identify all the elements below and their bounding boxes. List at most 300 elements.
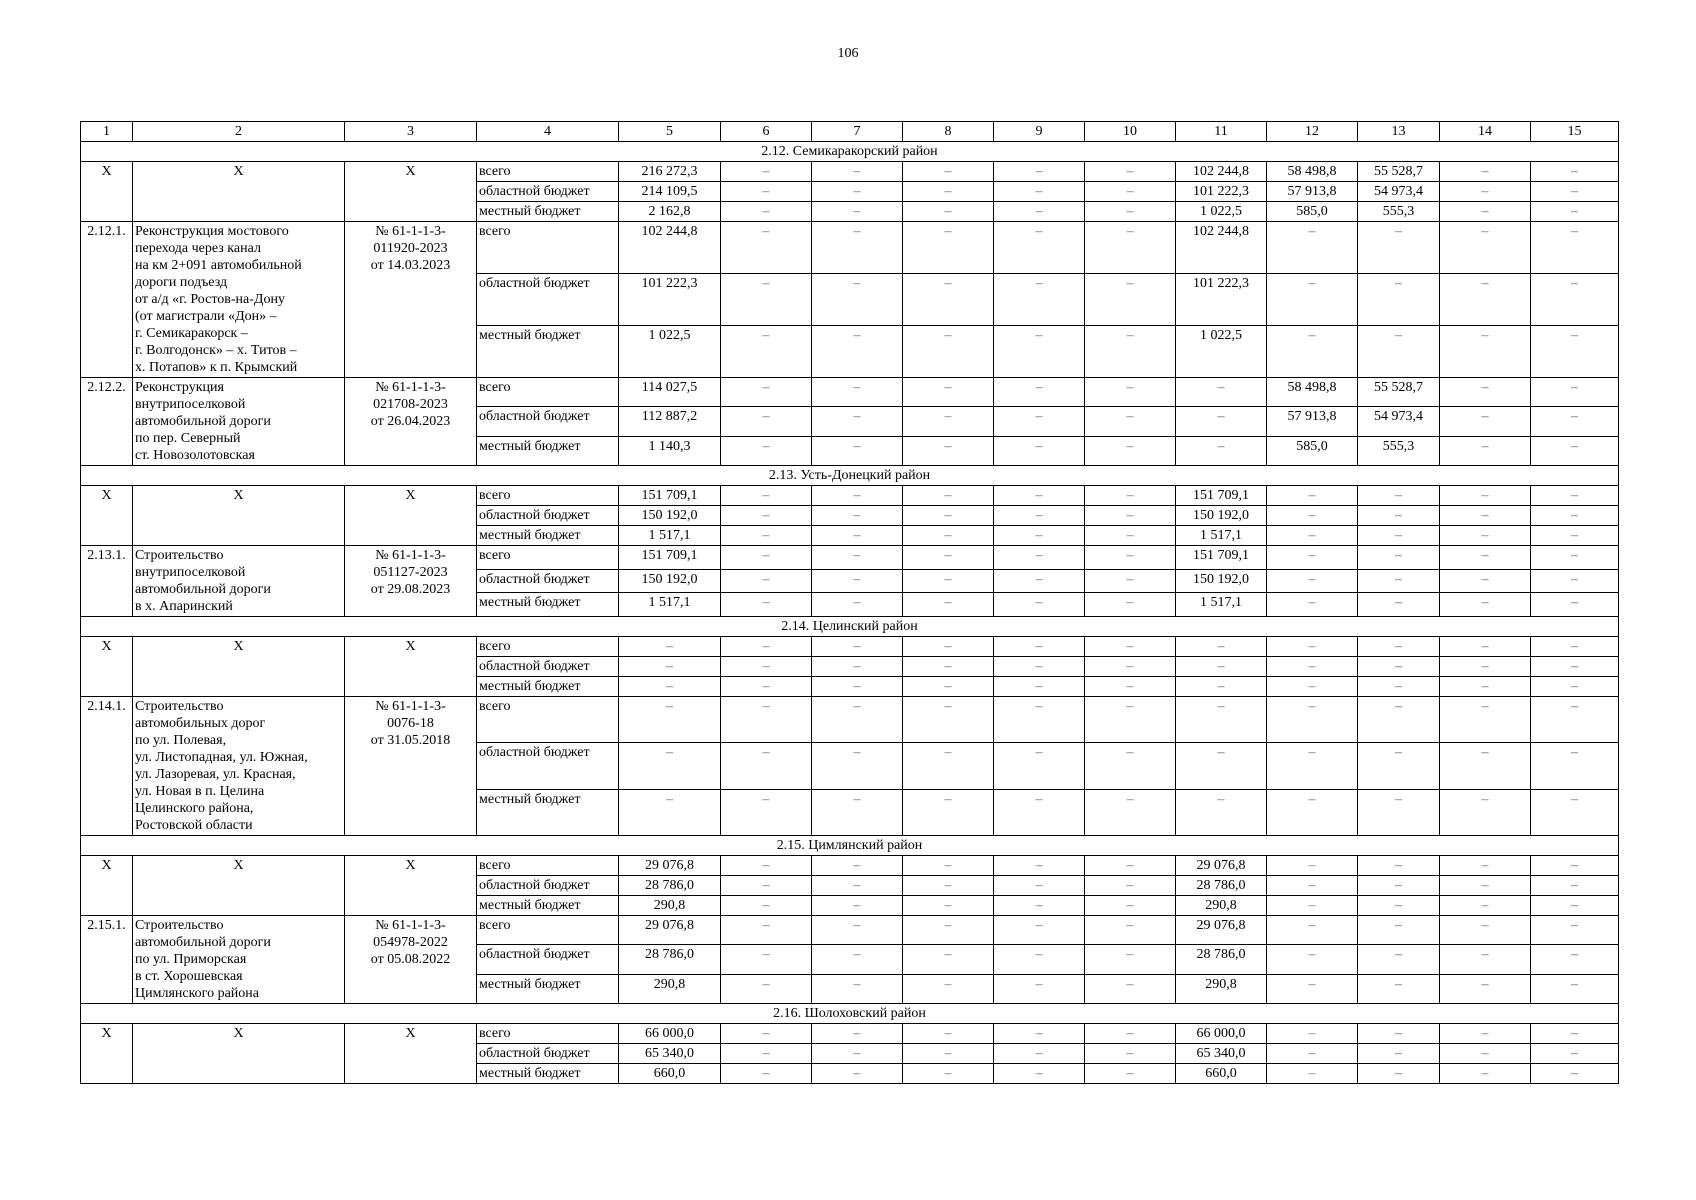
funding-source-label: областной бюджет bbox=[477, 1044, 619, 1064]
amount-cell: – bbox=[1440, 526, 1531, 546]
item-name: Х bbox=[133, 486, 345, 546]
item-number: 2.13.1. bbox=[81, 546, 133, 617]
amount-cell: 102 244,8 bbox=[619, 222, 721, 274]
amount-cell: 216 272,3 bbox=[619, 162, 721, 182]
table-row bbox=[81, 222, 1619, 274]
funding-source-label: областной бюджет bbox=[477, 569, 619, 593]
amount-cell: – bbox=[994, 378, 1085, 407]
amount-cell: – bbox=[903, 326, 994, 378]
amount-cell: – bbox=[721, 222, 812, 274]
amount-cell: – bbox=[903, 436, 994, 465]
amount-cell: – bbox=[1267, 637, 1358, 657]
amount-cell: – bbox=[1267, 222, 1358, 274]
amount-cell: – bbox=[812, 202, 903, 222]
document-reference: Х bbox=[345, 162, 477, 222]
amount-cell: – bbox=[1358, 637, 1440, 657]
amount-cell: 555,3 bbox=[1358, 436, 1440, 465]
amount-cell: – bbox=[721, 657, 812, 677]
amount-cell: – bbox=[903, 407, 994, 436]
amount-cell: – bbox=[1085, 378, 1176, 407]
amount-cell: – bbox=[1440, 789, 1531, 835]
amount-cell: – bbox=[1531, 1024, 1619, 1044]
amount-cell: – bbox=[721, 202, 812, 222]
amount-cell: 58 498,8 bbox=[1267, 162, 1358, 182]
amount-cell: – bbox=[812, 896, 903, 916]
section-header-row bbox=[81, 1004, 1619, 1024]
funding-source-label: всего bbox=[477, 637, 619, 657]
amount-cell: – bbox=[721, 569, 812, 593]
amount-cell: – bbox=[1267, 326, 1358, 378]
amount-cell: – bbox=[1531, 974, 1619, 1003]
amount-cell: – bbox=[721, 274, 812, 326]
table-row bbox=[81, 1024, 1619, 1044]
amount-cell: – bbox=[994, 407, 1085, 436]
amount-cell: 151 709,1 bbox=[1176, 486, 1267, 506]
amount-cell: – bbox=[1531, 546, 1619, 570]
amount-cell: – bbox=[1440, 1024, 1531, 1044]
table-row bbox=[81, 378, 1619, 407]
amount-cell: – bbox=[1267, 506, 1358, 526]
column-number-row bbox=[81, 122, 1619, 142]
amount-cell: – bbox=[1440, 657, 1531, 677]
amount-cell: – bbox=[1358, 526, 1440, 546]
amount-cell: 101 222,3 bbox=[619, 274, 721, 326]
amount-cell: – bbox=[1531, 506, 1619, 526]
amount-cell: – bbox=[1531, 378, 1619, 407]
funding-source-label: местный бюджет bbox=[477, 202, 619, 222]
amount-cell: – bbox=[812, 378, 903, 407]
amount-cell: – bbox=[903, 876, 994, 896]
amount-cell: – bbox=[1085, 526, 1176, 546]
funding-source-label: всего bbox=[477, 486, 619, 506]
amount-cell: – bbox=[1531, 274, 1619, 326]
amount-cell: – bbox=[812, 593, 903, 617]
amount-cell: – bbox=[1267, 856, 1358, 876]
amount-cell: – bbox=[721, 876, 812, 896]
amount-cell: 151 709,1 bbox=[619, 546, 721, 570]
amount-cell: – bbox=[812, 856, 903, 876]
amount-cell: – bbox=[812, 945, 903, 974]
section-title: 2.13. Усть-Донецкий район bbox=[81, 466, 1619, 486]
amount-cell: – bbox=[994, 896, 1085, 916]
amount-cell: – bbox=[1085, 677, 1176, 697]
document-reference: № 61-1-1-3- 011920-2023 от 14.03.2023 bbox=[345, 222, 477, 378]
amount-cell: – bbox=[1531, 1064, 1619, 1084]
amount-cell: 101 222,3 bbox=[1176, 274, 1267, 326]
amount-cell: – bbox=[1440, 407, 1531, 436]
amount-cell: 1 517,1 bbox=[1176, 593, 1267, 617]
amount-cell: – bbox=[903, 974, 994, 1003]
column-number: 6 bbox=[721, 122, 812, 142]
amount-cell: – bbox=[812, 326, 903, 378]
amount-cell: – bbox=[903, 789, 994, 835]
amount-cell: 102 244,8 bbox=[1176, 222, 1267, 274]
amount-cell: – bbox=[1176, 378, 1267, 407]
amount-cell: – bbox=[1085, 876, 1176, 896]
item-name: Х bbox=[133, 637, 345, 697]
amount-cell: – bbox=[1440, 974, 1531, 1003]
funding-source-label: всего bbox=[477, 1024, 619, 1044]
item-name: Реконструкция мостового перехода через канал на км 2+091 автомобильной дороги подъезд от а/д «г. Ростов-на-Дону (от магистрали «Дон» – г. Семикаракорск – г. Волгодонск» – х. Титов – х. Потапов» к п. Крымский bbox=[133, 222, 345, 378]
amount-cell: – bbox=[619, 789, 721, 835]
amount-cell: – bbox=[1531, 876, 1619, 896]
amount-cell: – bbox=[1358, 974, 1440, 1003]
amount-cell: – bbox=[1085, 974, 1176, 1003]
amount-cell: – bbox=[812, 1024, 903, 1044]
amount-cell: – bbox=[994, 326, 1085, 378]
amount-cell: – bbox=[721, 789, 812, 835]
amount-cell: – bbox=[903, 896, 994, 916]
amount-cell: – bbox=[1358, 546, 1440, 570]
table-body bbox=[81, 122, 1619, 1084]
amount-cell: – bbox=[1358, 697, 1440, 743]
amount-cell: – bbox=[1440, 1064, 1531, 1084]
funding-source-label: местный бюджет bbox=[477, 677, 619, 697]
funding-source-label: областной бюджет bbox=[477, 182, 619, 202]
amount-cell: – bbox=[1267, 1024, 1358, 1044]
amount-cell: – bbox=[721, 677, 812, 697]
amount-cell: – bbox=[721, 697, 812, 743]
amount-cell: 57 913,8 bbox=[1267, 182, 1358, 202]
amount-cell: – bbox=[994, 162, 1085, 182]
amount-cell: – bbox=[1440, 182, 1531, 202]
amount-cell: – bbox=[1440, 1044, 1531, 1064]
amount-cell: – bbox=[812, 546, 903, 570]
document-reference: Х bbox=[345, 1024, 477, 1084]
amount-cell: – bbox=[1440, 486, 1531, 506]
amount-cell: 1 022,5 bbox=[1176, 202, 1267, 222]
amount-cell: – bbox=[1267, 945, 1358, 974]
item-number: Х bbox=[81, 162, 133, 222]
amount-cell: 150 192,0 bbox=[1176, 569, 1267, 593]
amount-cell: – bbox=[1085, 945, 1176, 974]
amount-cell: – bbox=[994, 743, 1085, 789]
amount-cell: – bbox=[903, 569, 994, 593]
amount-cell: 28 786,0 bbox=[1176, 876, 1267, 896]
amount-cell: 151 709,1 bbox=[1176, 546, 1267, 570]
amount-cell: 150 192,0 bbox=[619, 506, 721, 526]
amount-cell: – bbox=[1531, 182, 1619, 202]
document-reference: № 61-1-1-3- 051127-2023 от 29.08.2023 bbox=[345, 546, 477, 617]
amount-cell: – bbox=[812, 697, 903, 743]
amount-cell: – bbox=[812, 162, 903, 182]
amount-cell: – bbox=[903, 506, 994, 526]
table-row bbox=[81, 546, 1619, 570]
amount-cell: – bbox=[1531, 436, 1619, 465]
amount-cell: – bbox=[1267, 697, 1358, 743]
amount-cell: – bbox=[1358, 506, 1440, 526]
funding-source-label: всего bbox=[477, 222, 619, 274]
amount-cell: – bbox=[619, 637, 721, 657]
amount-cell: – bbox=[812, 1044, 903, 1064]
item-number: Х bbox=[81, 486, 133, 546]
item-number: 2.12.1. bbox=[81, 222, 133, 378]
column-number: 13 bbox=[1358, 122, 1440, 142]
amount-cell: 1 517,1 bbox=[1176, 526, 1267, 546]
amount-cell: – bbox=[994, 436, 1085, 465]
amount-cell: – bbox=[812, 637, 903, 657]
document-reference: Х bbox=[345, 637, 477, 697]
amount-cell: – bbox=[903, 657, 994, 677]
amount-cell: – bbox=[1531, 657, 1619, 677]
amount-cell: 29 076,8 bbox=[1176, 856, 1267, 876]
amount-cell: – bbox=[994, 876, 1085, 896]
amount-cell: – bbox=[1085, 896, 1176, 916]
amount-cell: – bbox=[1267, 916, 1358, 945]
amount-cell: – bbox=[1267, 486, 1358, 506]
amount-cell: – bbox=[1085, 546, 1176, 570]
amount-cell: – bbox=[994, 1024, 1085, 1044]
amount-cell: – bbox=[721, 162, 812, 182]
amount-cell: – bbox=[903, 677, 994, 697]
amount-cell: – bbox=[1531, 677, 1619, 697]
amount-cell: – bbox=[1176, 637, 1267, 657]
amount-cell: – bbox=[903, 1064, 994, 1084]
amount-cell: – bbox=[903, 546, 994, 570]
amount-cell: – bbox=[994, 202, 1085, 222]
amount-cell: 101 222,3 bbox=[1176, 182, 1267, 202]
amount-cell: – bbox=[812, 486, 903, 506]
item-number: Х bbox=[81, 1024, 133, 1084]
amount-cell: – bbox=[903, 916, 994, 945]
amount-cell: – bbox=[1267, 1064, 1358, 1084]
column-number: 15 bbox=[1531, 122, 1619, 142]
amount-cell: – bbox=[1440, 274, 1531, 326]
amount-cell: – bbox=[1267, 1044, 1358, 1064]
amount-cell: – bbox=[903, 593, 994, 617]
column-number: 1 bbox=[81, 122, 133, 142]
amount-cell: 1 140,3 bbox=[619, 436, 721, 465]
amount-cell: – bbox=[721, 916, 812, 945]
amount-cell: – bbox=[1440, 436, 1531, 465]
item-number: 2.12.2. bbox=[81, 378, 133, 466]
amount-cell: – bbox=[1085, 436, 1176, 465]
amount-cell: – bbox=[1531, 202, 1619, 222]
column-number: 4 bbox=[477, 122, 619, 142]
amount-cell: – bbox=[1440, 743, 1531, 789]
amount-cell: – bbox=[1440, 378, 1531, 407]
amount-cell: – bbox=[1531, 593, 1619, 617]
amount-cell: – bbox=[1176, 657, 1267, 677]
amount-cell: – bbox=[812, 274, 903, 326]
amount-cell: – bbox=[1531, 162, 1619, 182]
amount-cell: – bbox=[721, 526, 812, 546]
amount-cell: – bbox=[1440, 677, 1531, 697]
amount-cell: 660,0 bbox=[1176, 1064, 1267, 1084]
funding-source-label: областной бюджет bbox=[477, 407, 619, 436]
amount-cell: – bbox=[903, 945, 994, 974]
amount-cell: – bbox=[903, 856, 994, 876]
amount-cell: – bbox=[1440, 222, 1531, 274]
amount-cell: 555,3 bbox=[1358, 202, 1440, 222]
amount-cell: – bbox=[1267, 896, 1358, 916]
item-number: 2.14.1. bbox=[81, 697, 133, 836]
amount-cell: 29 076,8 bbox=[619, 856, 721, 876]
amount-cell: – bbox=[1085, 506, 1176, 526]
funding-source-label: всего bbox=[477, 856, 619, 876]
amount-cell: – bbox=[1531, 486, 1619, 506]
funding-source-label: всего bbox=[477, 378, 619, 407]
column-number: 3 bbox=[345, 122, 477, 142]
document-reference: № 61-1-1-3- 054978-2022 от 05.08.2022 bbox=[345, 916, 477, 1004]
amount-cell: – bbox=[1531, 896, 1619, 916]
amount-cell: – bbox=[1085, 486, 1176, 506]
amount-cell: – bbox=[994, 789, 1085, 835]
amount-cell: – bbox=[619, 743, 721, 789]
amount-cell: – bbox=[1267, 743, 1358, 789]
amount-cell: – bbox=[1085, 743, 1176, 789]
amount-cell: – bbox=[1358, 856, 1440, 876]
amount-cell: – bbox=[994, 856, 1085, 876]
amount-cell: – bbox=[1440, 896, 1531, 916]
amount-cell: – bbox=[1085, 1024, 1176, 1044]
funding-source-label: местный бюджет bbox=[477, 789, 619, 835]
amount-cell: – bbox=[1085, 326, 1176, 378]
amount-cell: – bbox=[812, 222, 903, 274]
item-name: Х bbox=[133, 1024, 345, 1084]
amount-cell: – bbox=[994, 697, 1085, 743]
amount-cell: – bbox=[1176, 407, 1267, 436]
amount-cell: – bbox=[994, 945, 1085, 974]
amount-cell: – bbox=[1358, 1064, 1440, 1084]
amount-cell: – bbox=[812, 876, 903, 896]
amount-cell: 112 887,2 bbox=[619, 407, 721, 436]
amount-cell: – bbox=[903, 743, 994, 789]
amount-cell: – bbox=[1358, 896, 1440, 916]
amount-cell: – bbox=[619, 697, 721, 743]
amount-cell: – bbox=[1358, 789, 1440, 835]
document-reference: № 61-1-1-3- 0076-18 от 31.05.2018 bbox=[345, 697, 477, 836]
funding-source-label: местный бюджет bbox=[477, 593, 619, 617]
amount-cell: – bbox=[721, 743, 812, 789]
item-number: Х bbox=[81, 856, 133, 916]
funding-source-label: местный бюджет bbox=[477, 526, 619, 546]
amount-cell: – bbox=[1085, 657, 1176, 677]
amount-cell: – bbox=[1531, 1044, 1619, 1064]
amount-cell: – bbox=[1267, 593, 1358, 617]
column-number: 10 bbox=[1085, 122, 1176, 142]
amount-cell: – bbox=[994, 677, 1085, 697]
table-row bbox=[81, 697, 1619, 743]
amount-cell: – bbox=[1531, 916, 1619, 945]
amount-cell: – bbox=[721, 378, 812, 407]
amount-cell: – bbox=[812, 569, 903, 593]
amount-cell: – bbox=[1358, 743, 1440, 789]
funding-source-label: всего bbox=[477, 162, 619, 182]
amount-cell: – bbox=[994, 637, 1085, 657]
section-title: 2.15. Цимлянский район bbox=[81, 836, 1619, 856]
amount-cell: 150 192,0 bbox=[1176, 506, 1267, 526]
funding-source-label: всего bbox=[477, 697, 619, 743]
amount-cell: – bbox=[903, 486, 994, 506]
amount-cell: 58 498,8 bbox=[1267, 378, 1358, 407]
section-header-row bbox=[81, 617, 1619, 637]
amount-cell: – bbox=[1531, 637, 1619, 657]
item-name: Х bbox=[133, 856, 345, 916]
amount-cell: – bbox=[1531, 407, 1619, 436]
document-reference: Х bbox=[345, 486, 477, 546]
amount-cell: – bbox=[721, 182, 812, 202]
amount-cell: – bbox=[903, 274, 994, 326]
amount-cell: – bbox=[1358, 677, 1440, 697]
funding-source-label: местный бюджет bbox=[477, 974, 619, 1003]
amount-cell: – bbox=[721, 436, 812, 465]
amount-cell: – bbox=[1267, 274, 1358, 326]
item-name: Х bbox=[133, 162, 345, 222]
column-number: 9 bbox=[994, 122, 1085, 142]
item-name: Строительство автомобильных дорог по ул. Полевая, ул. Листопадная, ул. Южная, ул. Лазоревая, ул. Красная, ул. Новая в п. Целина Целинского района, Ростовской области bbox=[133, 697, 345, 836]
amount-cell: – bbox=[903, 378, 994, 407]
amount-cell: – bbox=[812, 407, 903, 436]
amount-cell: – bbox=[903, 1044, 994, 1064]
amount-cell: 660,0 bbox=[619, 1064, 721, 1084]
funding-source-label: местный бюджет bbox=[477, 1064, 619, 1084]
amount-cell: – bbox=[1085, 789, 1176, 835]
amount-cell: – bbox=[721, 637, 812, 657]
amount-cell: – bbox=[1358, 876, 1440, 896]
amount-cell: – bbox=[994, 569, 1085, 593]
amount-cell: – bbox=[994, 593, 1085, 617]
table-row bbox=[81, 916, 1619, 945]
amount-cell: – bbox=[1085, 162, 1176, 182]
amount-cell: – bbox=[1085, 202, 1176, 222]
amount-cell: – bbox=[1358, 326, 1440, 378]
amount-cell: – bbox=[1267, 677, 1358, 697]
item-number: Х bbox=[81, 637, 133, 697]
column-number: 12 bbox=[1267, 122, 1358, 142]
amount-cell: – bbox=[1440, 945, 1531, 974]
amount-cell: 290,8 bbox=[619, 974, 721, 1003]
amount-cell: – bbox=[1440, 593, 1531, 617]
column-number: 11 bbox=[1176, 122, 1267, 142]
amount-cell: 290,8 bbox=[1176, 896, 1267, 916]
amount-cell: – bbox=[812, 657, 903, 677]
amount-cell: – bbox=[1440, 916, 1531, 945]
amount-cell: – bbox=[1267, 789, 1358, 835]
amount-cell: 28 786,0 bbox=[619, 945, 721, 974]
amount-cell: – bbox=[1358, 569, 1440, 593]
funding-source-label: областной бюджет bbox=[477, 945, 619, 974]
amount-cell: – bbox=[1358, 1044, 1440, 1064]
amount-cell: – bbox=[994, 1064, 1085, 1084]
amount-cell: – bbox=[721, 945, 812, 974]
table-row bbox=[81, 856, 1619, 876]
amount-cell: – bbox=[1085, 222, 1176, 274]
amount-cell: – bbox=[1085, 637, 1176, 657]
amount-cell: 1 517,1 bbox=[619, 526, 721, 546]
column-number: 14 bbox=[1440, 122, 1531, 142]
funding-source-label: всего bbox=[477, 916, 619, 945]
amount-cell: – bbox=[994, 657, 1085, 677]
amount-cell: 1 022,5 bbox=[619, 326, 721, 378]
amount-cell: 151 709,1 bbox=[619, 486, 721, 506]
amount-cell: – bbox=[903, 182, 994, 202]
amount-cell: 57 913,8 bbox=[1267, 407, 1358, 436]
amount-cell: – bbox=[1267, 546, 1358, 570]
funding-source-label: областной бюджет bbox=[477, 657, 619, 677]
section-title: 2.14. Целинский район bbox=[81, 617, 1619, 637]
item-name: Строительство автомобильной дороги по ул. Приморская в ст. Хорошевская Цимлянского района bbox=[133, 916, 345, 1004]
amount-cell: 54 973,4 bbox=[1358, 182, 1440, 202]
amount-cell: – bbox=[1176, 697, 1267, 743]
amount-cell: 54 973,4 bbox=[1358, 407, 1440, 436]
amount-cell: – bbox=[1440, 202, 1531, 222]
amount-cell: – bbox=[903, 1024, 994, 1044]
amount-cell: – bbox=[903, 202, 994, 222]
amount-cell: – bbox=[721, 407, 812, 436]
amount-cell: 114 027,5 bbox=[619, 378, 721, 407]
amount-cell: – bbox=[1531, 526, 1619, 546]
